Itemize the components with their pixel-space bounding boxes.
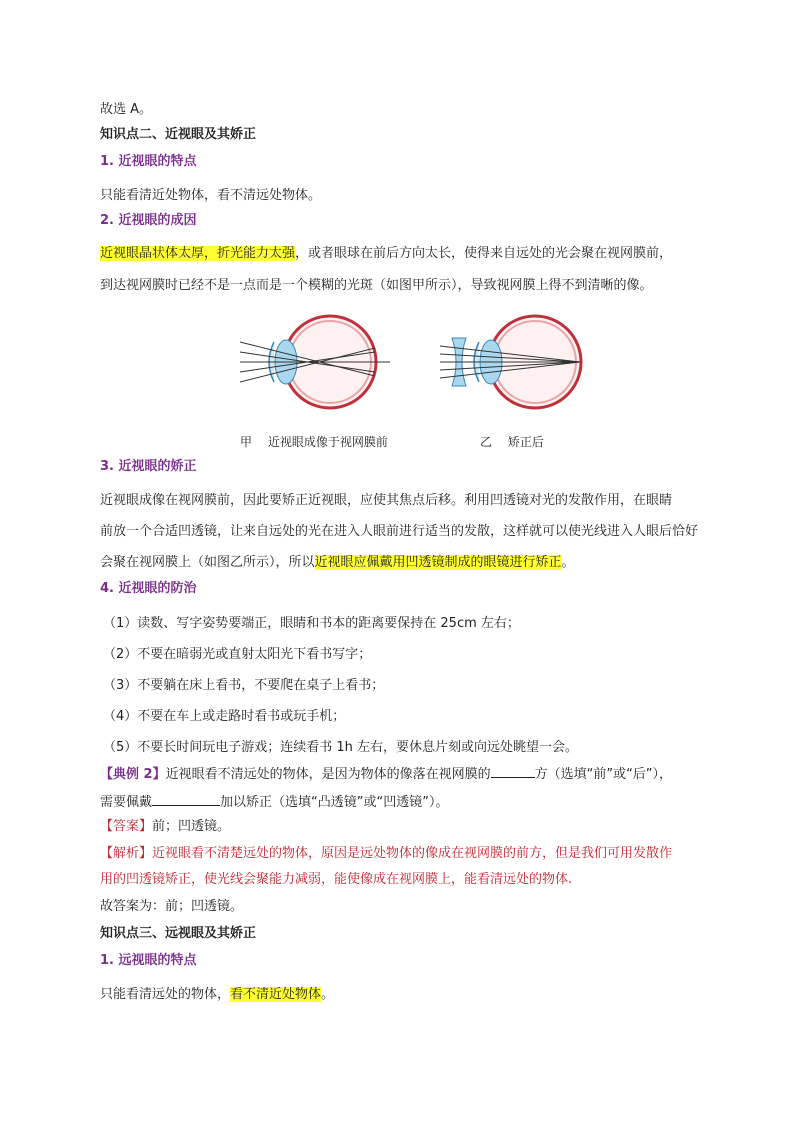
answer-text: 前；凹透镜。 <box>152 819 231 834</box>
figure-caption-a: 甲 近视眼成像于视网膜前 <box>240 435 388 449</box>
figure-caption-b: 乙 矫正后 <box>480 435 544 449</box>
text-span: 方（选填“前”或“后”）， <box>534 767 673 782</box>
paragraph-4: 近视眼成像在视网膜前，因此要矫正近视眼，应使其焦点后移。利用凹透镜对光的发散作用，在眼睛 <box>100 493 673 508</box>
analysis-tag: 【解析】 <box>100 846 153 861</box>
conclusion-line: 故答案为：前；凹透镜。 <box>100 899 244 914</box>
myopia-diagram <box>230 310 590 420</box>
text-span: 需要佩戴 <box>100 795 153 810</box>
paragraph-6 <box>100 554 575 572</box>
list-item: （4）不要在车上或走路时看书或玩手机； <box>103 709 346 724</box>
text-span: 只能看清远处的物体， <box>100 987 231 1002</box>
example-tag: 【典例 2】 <box>100 767 166 782</box>
example-question-line-1 <box>100 763 672 784</box>
paragraph-3: 到达视网膜时已经不是一点而是一个模糊的光斑（如图甲所示），导致视网膜上得不到清晰的像。 <box>100 278 653 293</box>
paragraph-5: 前放一个合适凹透镜，让来自远处的光在进入人眼前进行适当的发散，这样就可以使光线进入人眼后恰好 <box>100 524 699 539</box>
list-item: （3）不要躺在床上看书，不要爬在桌子上看书； <box>103 678 385 693</box>
subheading-2: 2. 近视眼的成因 <box>100 213 197 228</box>
example-question-line-2 <box>100 791 448 812</box>
analysis-line-1 <box>100 845 672 863</box>
text-span: 加以矫正（选填“凸透镜”或“凹透镜”）。 <box>220 795 449 810</box>
subheading-3: 3. 近视眼的娇正 <box>100 459 197 474</box>
text-span: 。 <box>561 555 575 570</box>
answer-blank[interactable] <box>491 763 535 778</box>
answer-line <box>100 818 230 836</box>
subheading-1: 1. 近视眼的特点 <box>100 154 197 169</box>
paragraph-2 <box>100 245 672 263</box>
paragraph-7 <box>100 986 334 1004</box>
eye-figure-b <box>440 316 581 408</box>
analysis-text: 近视眼看不清楚远处的物体，原因是远处物体的像成在视网膜的前方，但是我们可用发散作 <box>152 846 673 861</box>
paragraph-1: 只能看清近处物体，看不清远处物体。 <box>100 188 322 203</box>
list-item: （5）不要长时间玩电子游戏；连续看书 1h 左右，要休息片刻或向远处眺望一会。 <box>103 740 579 755</box>
section-heading-3: 知识点三、远视眼及其娇正 <box>100 926 257 941</box>
section-heading-2: 知识点二、近视眼及其娇正 <box>100 127 257 142</box>
highlight-text: 近视眼晶状体太厚，折光能力太强 <box>100 246 296 261</box>
text-span: 近视眼看不清远处的物体，是因为物体的像落在视网膜的 <box>165 767 491 782</box>
highlight-text: 看不清近处物体 <box>230 987 322 1002</box>
conclusion-a: 故选 A。 <box>100 102 153 117</box>
answer-tag: 【答案】 <box>100 819 153 834</box>
subheading-5: 1. 远视眼的特点 <box>100 953 197 968</box>
eye-figure-a <box>240 316 390 408</box>
answer-blank[interactable] <box>152 791 220 806</box>
text-span: 会聚在视网膜上（如图乙所示），所以 <box>100 555 315 570</box>
highlight-text: 近视眼应佩戴用凹透镜制成的眼镜进行矫正 <box>314 555 562 570</box>
analysis-line-2: 用的凹透镜矫正，使光线会聚能力减弱，能使像成在视网膜上，能看清远处的物体. <box>100 872 573 887</box>
list-item: （2）不要在暗弱光或直射太阳光下看书写字； <box>103 647 372 662</box>
subheading-4: 4. 近视眼的防治 <box>100 581 197 596</box>
text-span: ，或者眼球在前后方向太长，使得来自远处的光会聚在视网膜前， <box>295 246 673 261</box>
text-span: 。 <box>321 987 335 1002</box>
list-item: （1）读数、写字姿势要端正，眼睛和书本的距离要保持在 25cm 左右； <box>103 616 520 631</box>
